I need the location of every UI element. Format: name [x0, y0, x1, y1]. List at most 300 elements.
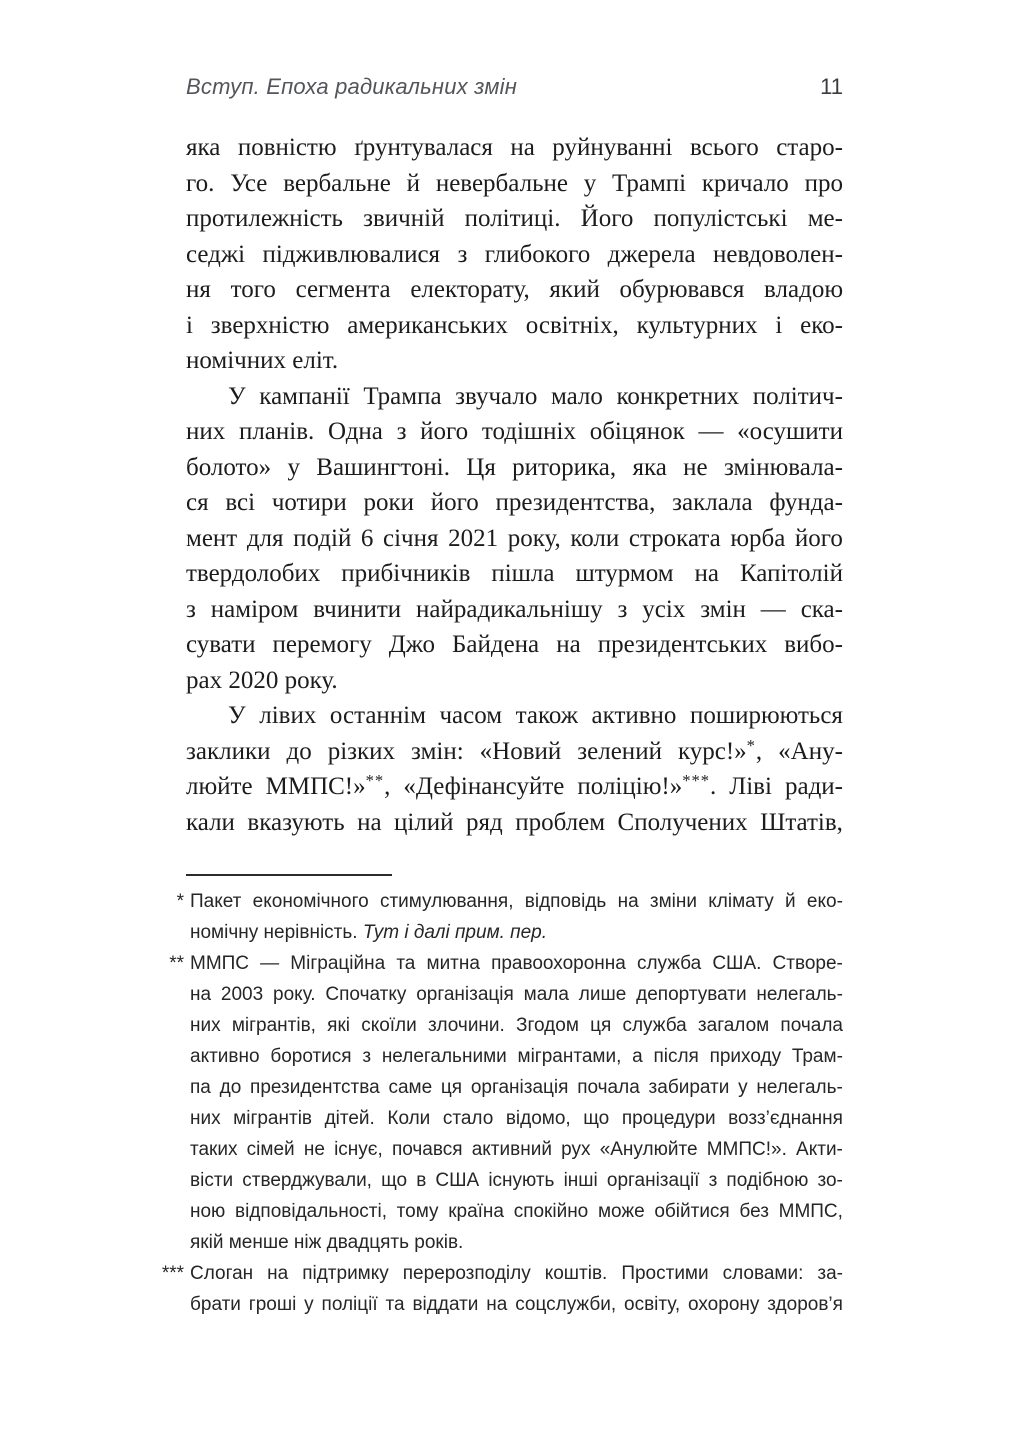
word: [624, 1289, 680, 1320]
text-segment: зверхністю: [210, 311, 330, 339]
text-segment: на: [190, 984, 212, 1005]
word: [347, 308, 508, 344]
word: [259, 698, 316, 734]
text-segment: Акти-: [796, 1139, 843, 1160]
text-segment: повністю: [237, 134, 337, 161]
text-segment: нелегаль-: [756, 1077, 843, 1098]
word: [420, 414, 468, 450]
text-line: [190, 1103, 843, 1134]
text-segment: митна: [426, 953, 480, 974]
word: [357, 805, 381, 841]
text-segment: перемогу: [272, 631, 372, 658]
word: [354, 130, 493, 166]
text-line: [190, 886, 843, 917]
text-segment: Джо: [388, 631, 435, 658]
word: [683, 450, 707, 486]
word: [382, 1041, 507, 1072]
word: [740, 556, 843, 592]
text-segment: популістські: [653, 205, 788, 232]
footnote-marker: *: [176, 891, 184, 912]
text-segment: ме-: [807, 205, 843, 232]
text-segment: процедури: [621, 1108, 716, 1129]
text-line: [190, 1134, 843, 1165]
word: [220, 1072, 242, 1103]
text-segment: Його: [580, 205, 634, 232]
word: [710, 1041, 782, 1072]
word: [190, 1072, 211, 1103]
text-segment: за-: [817, 1263, 843, 1284]
word: [448, 1196, 504, 1227]
word: [496, 485, 656, 521]
text-segment: Капітолій: [739, 560, 843, 587]
word: [363, 379, 441, 415]
text-segment: відомо,: [505, 1108, 571, 1129]
word: [231, 272, 276, 308]
word: [577, 769, 716, 805]
text-line: [190, 1041, 843, 1072]
word: [801, 592, 843, 628]
word: [695, 556, 719, 592]
text-segment: подібною: [726, 1170, 809, 1191]
word: [316, 450, 450, 486]
text-segment: та: [396, 953, 416, 974]
text-segment: ,: [384, 773, 391, 800]
text-segment: Простими: [621, 1263, 709, 1284]
word: [228, 379, 246, 415]
text-segment: на: [694, 560, 720, 587]
text-segment: 2021: [448, 524, 499, 552]
text-segment: підтримку: [302, 1263, 389, 1284]
text-segment: болото»: [186, 453, 272, 481]
text-segment: всі: [225, 489, 256, 516]
text-segment: Міграційна: [290, 953, 386, 974]
text-segment: змін: [700, 595, 746, 623]
word: [247, 1134, 295, 1165]
word: [330, 698, 426, 734]
text-segment: що: [381, 1170, 408, 1191]
word: [272, 485, 347, 521]
word: [186, 805, 235, 841]
word: [247, 521, 284, 557]
text-segment: —: [260, 953, 280, 974]
text-line: [186, 450, 843, 486]
word: [525, 886, 607, 917]
text-line: [186, 556, 843, 592]
text-segment: активно: [591, 702, 677, 729]
word: [381, 1165, 407, 1196]
word: [190, 886, 241, 917]
text-line: [190, 1289, 843, 1320]
text-segment: й: [406, 169, 421, 197]
text-segment: освіту,: [624, 1294, 681, 1315]
word: [728, 1103, 843, 1134]
text-segment: зміни: [649, 891, 698, 912]
text-segment: існують: [488, 1170, 555, 1191]
word: [769, 485, 843, 521]
text-segment: риторика,: [512, 453, 617, 481]
word: [389, 627, 435, 663]
text-segment: скоїли: [361, 1015, 417, 1036]
word: [186, 201, 343, 237]
word: [296, 272, 391, 308]
text-line: [186, 592, 843, 628]
text-segment: політиці.: [464, 205, 561, 232]
text-segment: прибічників: [341, 560, 471, 587]
word: [465, 201, 561, 237]
word: [471, 1072, 569, 1103]
text-segment: джерела: [607, 240, 696, 268]
word: [805, 166, 843, 202]
text-segment: без: [739, 1201, 769, 1222]
text-segment: освітніх,: [525, 311, 619, 339]
text-segment: з: [617, 595, 628, 623]
text-segment: у: [304, 1294, 314, 1315]
word: [486, 1289, 507, 1320]
text-segment: може: [597, 1201, 645, 1222]
word: [636, 979, 746, 1010]
word: [259, 379, 349, 415]
text-segment: кали: [186, 808, 235, 836]
text-line: [190, 1196, 843, 1227]
text-segment: вказують: [247, 808, 345, 836]
word: [452, 627, 539, 663]
word: [361, 1010, 417, 1041]
text-segment: тому: [396, 1201, 439, 1222]
text-line: [186, 308, 843, 344]
word: [524, 979, 569, 1010]
text-segment: мент: [186, 524, 238, 552]
text-segment: фунда-: [769, 489, 843, 516]
word: [526, 308, 619, 344]
word: [707, 1134, 787, 1165]
word: [506, 1103, 571, 1134]
word: [186, 308, 193, 344]
text-segment: Сполучених: [617, 808, 748, 836]
text-segment: словами:: [722, 1263, 804, 1284]
text-segment: люйте: [186, 773, 253, 800]
text-segment: часом: [439, 702, 503, 729]
text-segment: найрадикальнішу: [416, 595, 603, 623]
word: [592, 698, 677, 734]
word: [403, 769, 564, 805]
word: [607, 1165, 700, 1196]
text-segment: обійтися: [654, 1201, 730, 1222]
text-segment: Згодом: [516, 1015, 579, 1036]
word: [756, 979, 842, 1010]
text-line: [186, 663, 843, 699]
text-segment: року,: [507, 524, 561, 552]
text-segment: спокійно: [513, 1201, 589, 1222]
text-segment: мало: [550, 382, 603, 410]
text-segment: подій: [293, 524, 352, 552]
text-segment: «Новий: [479, 737, 562, 765]
word: [577, 1072, 640, 1103]
word: [654, 1196, 729, 1227]
word: [380, 886, 514, 917]
word: [411, 734, 464, 770]
word: [273, 627, 372, 663]
text-segment: охорону: [688, 1294, 760, 1315]
text-segment: служба: [636, 953, 702, 974]
text-segment: на: [486, 1294, 508, 1315]
word: [773, 948, 843, 979]
text-segment: президентських: [597, 631, 768, 658]
word: [485, 237, 591, 273]
text-segment: на: [510, 134, 535, 161]
word: [723, 1258, 804, 1289]
text-segment: різких: [327, 737, 396, 765]
word: [637, 308, 758, 344]
text-segment: ММПС!»: [265, 773, 366, 800]
word: [190, 1010, 221, 1041]
text-segment: і: [186, 311, 193, 339]
text-segment: які: [327, 1015, 350, 1036]
text-segment: відповідальності,: [235, 1201, 387, 1222]
text-segment: активно: [190, 1046, 260, 1067]
text-segment: Усе: [230, 169, 268, 197]
text-line: [190, 1227, 843, 1258]
text-segment: економічного: [252, 891, 369, 912]
text-segment: .: [709, 773, 717, 800]
text-segment: Трам-: [791, 1046, 843, 1067]
text-segment: наміром: [210, 595, 299, 623]
word: [403, 1258, 531, 1289]
word: [427, 948, 480, 979]
text-segment: а: [632, 1046, 643, 1067]
text-segment: владою: [764, 276, 843, 303]
text-line: [186, 734, 843, 770]
text-segment: про: [804, 169, 843, 197]
word: [690, 698, 843, 734]
text-segment: служба: [622, 1015, 687, 1036]
word: [383, 521, 439, 557]
word: [698, 414, 723, 450]
word: [362, 1041, 371, 1072]
word: [807, 886, 843, 917]
word: [678, 734, 762, 770]
text-segment: кампанії: [259, 382, 350, 410]
text-segment: у: [287, 453, 300, 481]
word: [738, 1072, 748, 1103]
text-segment: його: [430, 489, 479, 516]
text-segment: останнім: [329, 702, 426, 729]
text-line: [186, 379, 843, 415]
text-line: [190, 1072, 843, 1103]
word: [618, 886, 639, 917]
word: [598, 627, 767, 663]
word: [190, 1041, 260, 1072]
text-segment: них: [190, 1108, 221, 1129]
text-segment: здоров’я: [767, 1294, 843, 1315]
word: [549, 272, 599, 308]
text-segment: вчинити: [313, 595, 402, 623]
word: [590, 1010, 611, 1041]
word: [232, 1010, 316, 1041]
text-segment: президентства,: [495, 489, 656, 516]
word: [466, 805, 503, 841]
text-segment: мігрантів,: [231, 1015, 316, 1036]
word: [448, 521, 498, 557]
word: [622, 1103, 716, 1134]
word: [690, 130, 759, 166]
text-segment: твердолобих: [186, 560, 321, 587]
word: [247, 805, 344, 841]
text-segment: інші: [563, 1170, 598, 1191]
text-segment: Створе-: [772, 953, 843, 974]
word: [327, 1010, 350, 1041]
word: [700, 592, 746, 628]
word: [616, 379, 739, 415]
word: [273, 979, 316, 1010]
word: [779, 1196, 843, 1227]
text-segment: вербальне: [283, 169, 391, 197]
text-segment: лівих: [259, 702, 317, 729]
word: [622, 1010, 686, 1041]
word: [394, 805, 454, 841]
word: [629, 521, 721, 557]
word: [428, 1010, 505, 1041]
word: [653, 1041, 698, 1072]
word: [186, 769, 253, 805]
word: [552, 130, 672, 166]
word: [764, 272, 843, 308]
text-line: [186, 627, 843, 663]
word: [242, 1165, 372, 1196]
text-segment: на: [267, 1263, 289, 1284]
text-segment: «Дефінансуйте: [403, 773, 565, 800]
word: [431, 485, 479, 521]
word: [388, 1072, 432, 1103]
text-segment: соцслужби,: [515, 1294, 617, 1315]
text-line: [190, 917, 843, 948]
text-segment: «Ану-: [778, 737, 843, 765]
word: [287, 450, 300, 486]
word: [439, 698, 502, 734]
word: [724, 450, 843, 486]
text-segment: з: [362, 1046, 372, 1067]
word: [186, 414, 225, 450]
text-segment: невербальне: [435, 169, 568, 197]
text-segment: Ця: [466, 453, 496, 481]
text-segment: і: [775, 311, 783, 339]
text-segment: возз’єднання: [728, 1108, 843, 1129]
word: [238, 130, 337, 166]
word: [726, 1165, 808, 1196]
text-segment: цілий: [394, 808, 454, 836]
text-segment: заклики: [186, 737, 271, 765]
text-segment: існує,: [334, 1139, 383, 1160]
word: [186, 272, 211, 308]
word: [190, 948, 249, 979]
word: [322, 1289, 378, 1320]
word: [235, 1196, 387, 1227]
paragraph: [186, 130, 843, 379]
text-segment: ММПС: [190, 953, 250, 974]
word: [488, 1165, 554, 1196]
footnote-marker: ***: [161, 1263, 184, 1284]
word: [491, 556, 554, 592]
word: [387, 1103, 430, 1134]
running-header: [186, 74, 843, 100]
text-segment: ця: [440, 1077, 463, 1098]
body-text: [186, 130, 843, 840]
text-segment: руйнуванні: [552, 134, 673, 161]
word: [211, 592, 299, 628]
text-segment: року.: [273, 984, 316, 1005]
text-segment: з: [186, 595, 196, 623]
text-segment: вісти: [190, 1170, 234, 1191]
text-segment: 6: [360, 524, 374, 552]
word: [436, 166, 568, 202]
word: [363, 201, 444, 237]
word: [516, 698, 578, 734]
word: [186, 166, 214, 202]
word: [328, 414, 383, 450]
text-segment: пішла: [491, 560, 555, 587]
word: [443, 1103, 493, 1134]
text-segment: брати: [190, 1294, 241, 1315]
word: [190, 1258, 253, 1289]
word: [579, 979, 627, 1010]
word: [364, 485, 415, 521]
word: [186, 521, 237, 557]
word: [416, 1165, 426, 1196]
text-segment: нелегаль-: [756, 984, 843, 1005]
text-segment: проблем: [515, 808, 606, 836]
text-segment: підживлювалися: [262, 240, 441, 268]
text-segment: Одна: [327, 418, 383, 445]
text-segment: кричало: [701, 169, 789, 197]
word: [186, 556, 320, 592]
word: [253, 886, 369, 917]
text-segment: ряд: [466, 808, 503, 836]
word: [698, 1010, 769, 1041]
text-segment: сімей: [246, 1139, 295, 1160]
text-line: [190, 979, 843, 1010]
text-segment: почався: [391, 1139, 463, 1160]
word: [650, 886, 697, 917]
text-segment: на: [556, 631, 581, 658]
text-segment: ця: [590, 1015, 612, 1036]
text-segment: стверджували,: [242, 1170, 372, 1191]
text-segment: яка: [632, 453, 667, 481]
word: [480, 734, 562, 770]
word: [386, 1289, 405, 1320]
word: [709, 1165, 718, 1196]
text-segment: номічних еліт.: [186, 347, 339, 374]
text-segment: того: [230, 276, 276, 303]
text-segment: з: [396, 418, 407, 445]
text-segment: січня: [383, 524, 439, 552]
word: [556, 627, 580, 663]
word: [186, 627, 256, 663]
word: [221, 979, 263, 1010]
text-segment: поліції: [321, 1294, 378, 1315]
word: [190, 979, 211, 1010]
word: [753, 379, 843, 415]
word: [328, 734, 395, 770]
text-segment: них: [186, 418, 226, 445]
text-segment: його: [420, 418, 469, 445]
footnote-item: [161, 1258, 843, 1320]
word: [739, 1196, 769, 1227]
word: [286, 734, 311, 770]
text-segment: гроші: [248, 1294, 297, 1315]
text-line: [186, 769, 843, 805]
text-segment: ґрунтувалася: [354, 134, 493, 161]
text-segment: не: [683, 453, 708, 481]
text-segment: з: [708, 1170, 718, 1191]
